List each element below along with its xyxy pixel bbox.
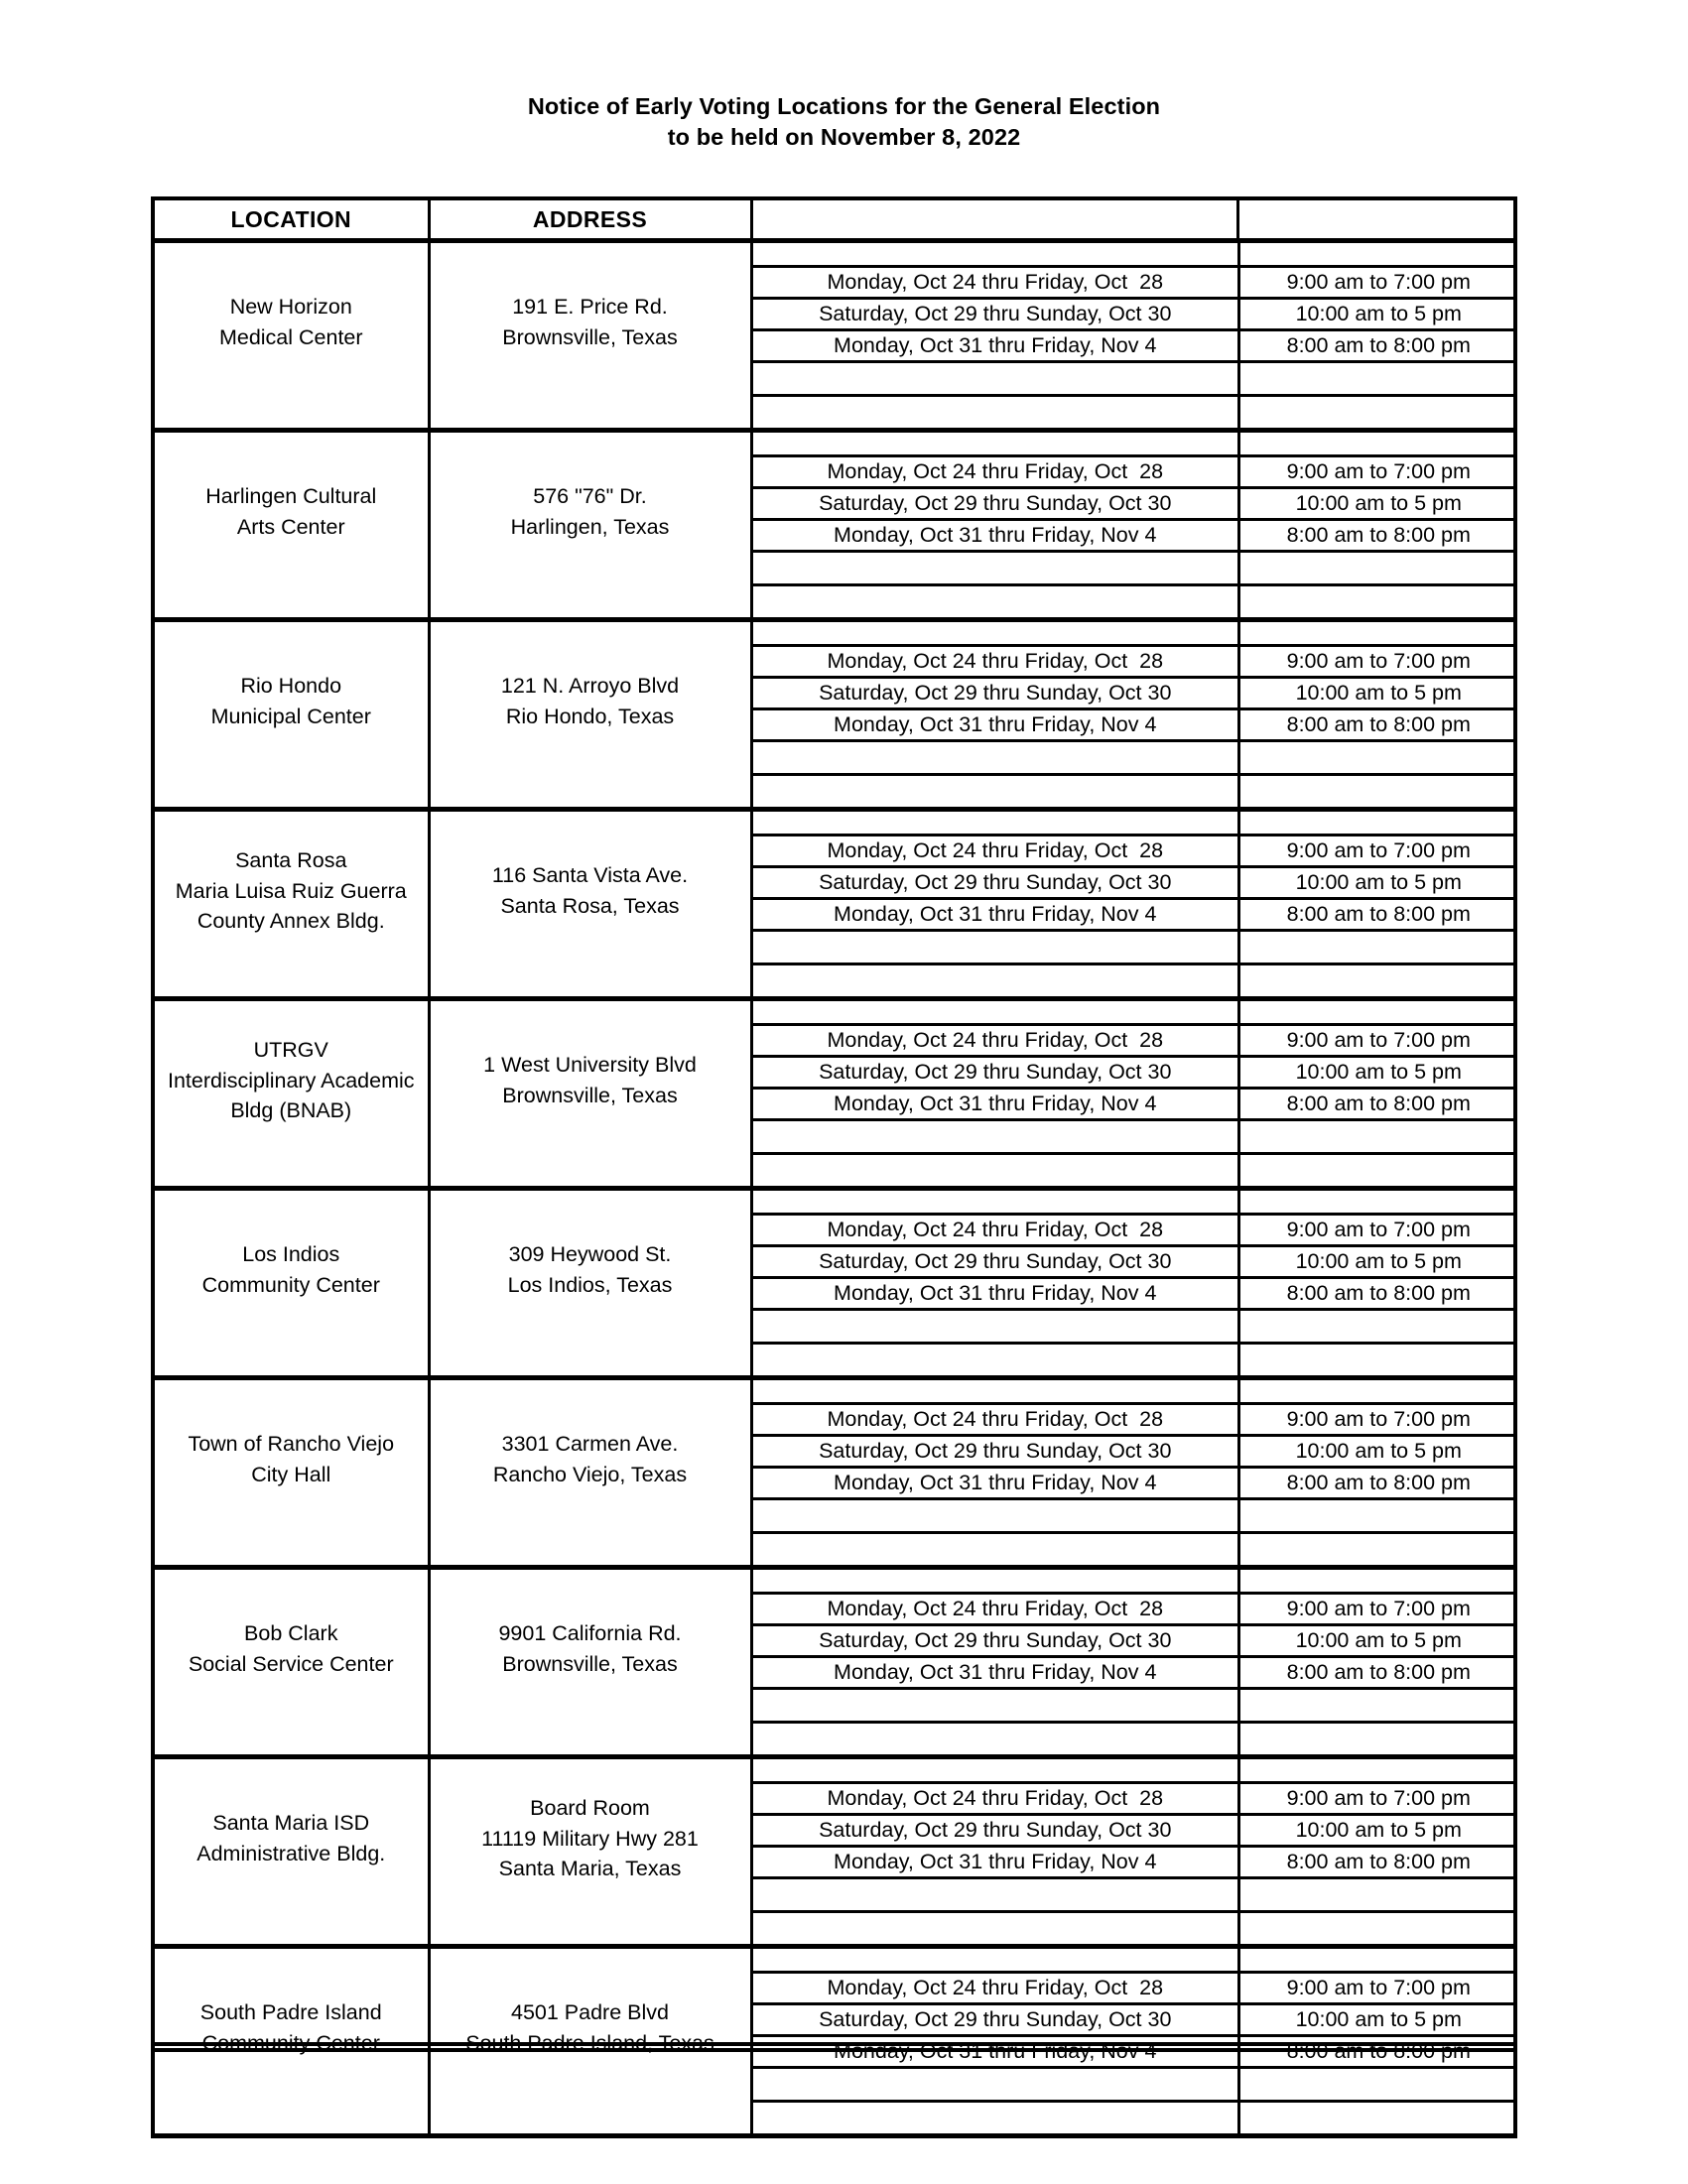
schedule-spacer-hours <box>1239 1499 1517 1533</box>
schedule-grid <box>753 1001 1517 1186</box>
schedule-days: Monday, Oct 24 thru Friday, Oct 28 <box>753 1594 1239 1625</box>
location-name-cell <box>153 1757 429 1947</box>
location-name-line: Los Indios <box>242 1242 340 1267</box>
schedule-row <box>753 1025 1517 1057</box>
table-bottom-rule <box>151 2042 1513 2052</box>
schedule-spacer-row <box>753 1878 1517 1912</box>
schedule-spacer-row <box>753 1344 1517 1376</box>
schedule-spacer-days <box>753 1570 1239 1594</box>
schedule-days: Monday, Oct 31 thru Friday, Nov 4 <box>753 2036 1239 2068</box>
schedule-hours: 8:00 am to 8:00 pm <box>1239 1278 1517 1310</box>
schedule-spacer-days <box>753 1759 1239 1783</box>
column-header-location: LOCATION <box>153 198 429 241</box>
schedule-spacer-days <box>753 1154 1239 1187</box>
schedule-spacer-row <box>753 1310 1517 1344</box>
schedule-spacer-hours <box>1239 1154 1517 1187</box>
schedule-spacer-days <box>753 1310 1239 1344</box>
location-name-line: New Horizon <box>229 295 352 320</box>
schedule-days: Saturday, Oct 29 thru Sunday, Oct 30 <box>753 867 1239 899</box>
table-row <box>153 999 1515 1189</box>
schedule-grid <box>753 433 1517 617</box>
schedule-hours: 8:00 am to 8:00 pm <box>1239 1657 1517 1689</box>
schedule-spacer-days <box>753 433 1239 456</box>
location-schedule-cell <box>751 1189 1515 1378</box>
location-name-line: City Hall <box>251 1463 331 1486</box>
schedule-spacer-hours <box>1239 1949 1517 1973</box>
column-header-address: ADDRESS <box>429 198 751 241</box>
schedule-hours: 8:00 am to 8:00 pm <box>1239 709 1517 741</box>
schedule-days: Monday, Oct 31 thru Friday, Nov 4 <box>753 899 1239 931</box>
schedule-spacer-row <box>753 396 1517 429</box>
schedule-spacer-days <box>753 964 1239 997</box>
schedule-spacer-row <box>753 1154 1517 1187</box>
schedule-spacer-hours <box>1239 1191 1517 1215</box>
location-address-line: Rio Hondo, Texas <box>505 705 675 728</box>
schedule-hours: 9:00 am to 7:00 pm <box>1239 1973 1517 2004</box>
table-header-row <box>153 198 1515 241</box>
schedule-hours: 9:00 am to 7:00 pm <box>1239 1025 1517 1057</box>
location-name-line: Maria Luisa Ruiz Guerra <box>175 878 407 903</box>
schedule-hours: 8:00 am to 8:00 pm <box>1239 330 1517 362</box>
schedule-spacer-hours <box>1239 1310 1517 1344</box>
location-address-cell <box>429 431 751 620</box>
location-name-line: Bldg (BNAB) <box>230 1098 352 1123</box>
location-address-line: Rancho Viejo, Texas <box>492 1463 688 1486</box>
location-address-line: 3301 Carmen Ave. <box>501 1432 679 1457</box>
schedule-hours: 10:00 am to 5 pm <box>1239 299 1517 330</box>
schedule-row <box>753 1783 1517 1815</box>
schedule-spacer-hours <box>1239 1759 1517 1783</box>
schedule-hours: 9:00 am to 7:00 pm <box>1239 835 1517 867</box>
schedule-days: Monday, Oct 24 thru Friday, Oct 28 <box>753 1025 1239 1057</box>
location-address-line: 121 N. Arroyo Blvd <box>500 674 680 699</box>
location-address-cell <box>429 1378 751 1568</box>
schedule-row <box>753 488 1517 520</box>
schedule-spacer-row <box>753 1759 1517 1783</box>
table-row <box>153 431 1515 620</box>
schedule-days: Monday, Oct 31 thru Friday, Nov 4 <box>753 330 1239 362</box>
schedule-hours: 9:00 am to 7:00 pm <box>1239 1783 1517 1815</box>
location-name-line: Arts Center <box>236 515 345 539</box>
schedule-row <box>753 1089 1517 1120</box>
schedule-spacer-row <box>753 1949 1517 1973</box>
schedule-spacer-hours <box>1239 1344 1517 1376</box>
schedule-spacer-hours <box>1239 243 1517 267</box>
schedule-hours: 10:00 am to 5 pm <box>1239 488 1517 520</box>
location-name-cell <box>153 241 429 431</box>
schedule-hours: 10:00 am to 5 pm <box>1239 1815 1517 1847</box>
location-schedule-cell <box>751 1757 1515 1947</box>
table-row <box>153 1189 1515 1378</box>
schedule-spacer-row <box>753 964 1517 997</box>
schedule-spacer-hours <box>1239 1533 1517 1566</box>
schedule-hours: 9:00 am to 7:00 pm <box>1239 646 1517 678</box>
location-address-line: 576 "76" Dr. <box>533 484 647 509</box>
schedule-spacer-days <box>753 362 1239 396</box>
schedule-spacer-hours <box>1239 1878 1517 1912</box>
schedule-row <box>753 1057 1517 1089</box>
location-schedule-cell <box>751 1378 1515 1568</box>
schedule-days: Saturday, Oct 29 thru Sunday, Oct 30 <box>753 1436 1239 1468</box>
location-address-line: South Padre Island, Texas <box>465 2031 714 2055</box>
schedule-row <box>753 1278 1517 1310</box>
schedule-spacer-hours <box>1239 2102 1517 2134</box>
schedule-row <box>753 899 1517 931</box>
schedule-spacer-hours <box>1239 775 1517 808</box>
schedule-spacer-days <box>753 1912 1239 1945</box>
schedule-spacer-days <box>753 1689 1239 1723</box>
schedule-row <box>753 1436 1517 1468</box>
location-name-line: Bob Clark <box>244 1621 338 1646</box>
schedule-grid <box>753 243 1517 428</box>
table-row <box>153 241 1515 431</box>
location-schedule-cell <box>751 620 1515 810</box>
location-name-cell <box>153 1947 429 2136</box>
schedule-spacer-hours <box>1239 964 1517 997</box>
schedule-spacer-hours <box>1239 1120 1517 1154</box>
title-line-2: to be held on November 8, 2022 <box>667 124 1021 151</box>
location-name-line: Community Center <box>201 1273 380 1297</box>
schedule-hours: 10:00 am to 5 pm <box>1239 1057 1517 1089</box>
schedule-row <box>753 867 1517 899</box>
schedule-spacer-days <box>753 931 1239 964</box>
schedule-spacer-days <box>753 1120 1239 1154</box>
location-address-cell <box>429 1568 751 1757</box>
schedule-spacer-days <box>753 552 1239 585</box>
location-name-cell <box>153 620 429 810</box>
schedule-row <box>753 520 1517 552</box>
schedule-days: Monday, Oct 31 thru Friday, Nov 4 <box>753 709 1239 741</box>
schedule-spacer-hours <box>1239 396 1517 429</box>
schedule-hours: 10:00 am to 5 pm <box>1239 678 1517 709</box>
schedule-spacer-row <box>753 1689 1517 1723</box>
location-name-line: Rio Hondo <box>240 674 342 699</box>
schedule-days: Saturday, Oct 29 thru Sunday, Oct 30 <box>753 1246 1239 1278</box>
schedule-hours: 9:00 am to 7:00 pm <box>1239 456 1517 488</box>
schedule-hours: 9:00 am to 7:00 pm <box>1239 267 1517 299</box>
schedule-spacer-row <box>753 1533 1517 1566</box>
schedule-spacer-days <box>753 1949 1239 1973</box>
schedule-spacer-days <box>753 2068 1239 2102</box>
schedule-days: Saturday, Oct 29 thru Sunday, Oct 30 <box>753 2004 1239 2036</box>
schedule-days: Monday, Oct 31 thru Friday, Nov 4 <box>753 1278 1239 1310</box>
location-name-line: Town of Rancho Viejo <box>188 1432 395 1457</box>
location-address-line: 309 Heywood St. <box>508 1242 672 1267</box>
schedule-grid <box>753 622 1517 807</box>
schedule-days: Monday, Oct 31 thru Friday, Nov 4 <box>753 1657 1239 1689</box>
schedule-spacer-row <box>753 2068 1517 2102</box>
schedule-spacer-days <box>753 243 1239 267</box>
schedule-spacer-days <box>753 585 1239 618</box>
schedule-row <box>753 709 1517 741</box>
location-address-cell <box>429 1189 751 1378</box>
schedule-spacer-row <box>753 775 1517 808</box>
schedule-days: Monday, Oct 24 thru Friday, Oct 28 <box>753 835 1239 867</box>
table-row <box>153 1568 1515 1757</box>
schedule-spacer-hours <box>1239 1689 1517 1723</box>
schedule-spacer-days <box>753 1723 1239 1755</box>
location-address-line: Board Room <box>530 1796 650 1821</box>
location-name-line: Santa Maria ISD <box>212 1811 370 1836</box>
schedule-spacer-row <box>753 1723 1517 1755</box>
schedule-hours: 8:00 am to 8:00 pm <box>1239 1468 1517 1499</box>
schedule-row <box>753 1815 1517 1847</box>
schedule-spacer-row <box>753 243 1517 267</box>
location-schedule-cell <box>751 999 1515 1189</box>
location-name-line: Social Service Center <box>188 1652 394 1676</box>
schedule-spacer-hours <box>1239 362 1517 396</box>
title-line-1: Notice of Early Voting Locations for the General Election <box>527 93 1161 119</box>
schedule-spacer-hours <box>1239 812 1517 835</box>
location-name-line: Interdisciplinary Academic <box>167 1068 415 1092</box>
location-name-cell <box>153 810 429 999</box>
location-address-line: Harlingen, Texas <box>510 515 670 539</box>
table-row <box>153 1947 1515 2136</box>
location-schedule-cell <box>751 241 1515 431</box>
location-address-line: 4501 Padre Blvd <box>511 2000 669 2025</box>
schedule-spacer-days <box>753 1001 1239 1025</box>
location-address-line: 11119 Military Hwy 281 <box>481 1826 699 1851</box>
schedule-row <box>753 835 1517 867</box>
schedule-spacer-hours <box>1239 1001 1517 1025</box>
location-name-line: Santa Rosa <box>235 848 347 873</box>
table-row <box>153 810 1515 999</box>
schedule-spacer-days <box>753 1533 1239 1566</box>
schedule-row <box>753 1847 1517 1878</box>
schedule-hours: 10:00 am to 5 pm <box>1239 867 1517 899</box>
schedule-hours: 10:00 am to 5 pm <box>1239 1246 1517 1278</box>
schedule-spacer-days <box>753 1344 1239 1376</box>
schedule-row <box>753 267 1517 299</box>
schedule-spacer-row <box>753 1912 1517 1945</box>
schedule-spacer-days <box>753 1191 1239 1215</box>
location-name-line: South Padre Island <box>199 2000 382 2025</box>
location-name-cell <box>153 1568 429 1757</box>
schedule-row <box>753 1594 1517 1625</box>
table-row <box>153 1757 1515 1947</box>
table-row <box>153 1378 1515 1568</box>
location-schedule-cell <box>751 431 1515 620</box>
location-schedule-cell <box>751 810 1515 999</box>
schedule-hours: 8:00 am to 8:00 pm <box>1239 1089 1517 1120</box>
location-name-cell <box>153 431 429 620</box>
schedule-hours: 10:00 am to 5 pm <box>1239 1625 1517 1657</box>
schedule-spacer-row <box>753 931 1517 964</box>
table-body <box>153 241 1515 2136</box>
location-address-line: Brownsville, Texas <box>502 1652 678 1676</box>
location-schedule-cell <box>751 1947 1515 2136</box>
schedule-spacer-row <box>753 1120 1517 1154</box>
schedule-spacer-row <box>753 1380 1517 1404</box>
schedule-days: Monday, Oct 24 thru Friday, Oct 28 <box>753 456 1239 488</box>
early-voting-locations-table <box>151 196 1517 2138</box>
schedule-spacer-hours <box>1239 585 1517 618</box>
schedule-days: Monday, Oct 24 thru Friday, Oct 28 <box>753 1973 1239 2004</box>
schedule-hours: 9:00 am to 7:00 pm <box>1239 1404 1517 1436</box>
schedule-days: Saturday, Oct 29 thru Sunday, Oct 30 <box>753 299 1239 330</box>
location-address-line: Santa Maria, Texas <box>498 1857 682 1881</box>
schedule-spacer-hours <box>1239 1723 1517 1755</box>
schedule-spacer-hours <box>1239 1380 1517 1404</box>
schedule-days: Saturday, Oct 29 thru Sunday, Oct 30 <box>753 678 1239 709</box>
location-address-cell <box>429 999 751 1189</box>
schedule-spacer-row <box>753 2102 1517 2134</box>
schedule-days: Monday, Oct 31 thru Friday, Nov 4 <box>753 1089 1239 1120</box>
schedule-spacer-hours <box>1239 622 1517 646</box>
schedule-spacer-days <box>753 812 1239 835</box>
schedule-spacer-row <box>753 1570 1517 1594</box>
location-name-line: Harlingen Cultural <box>205 484 377 509</box>
schedule-spacer-row <box>753 552 1517 585</box>
location-address-cell <box>429 1757 751 1947</box>
schedule-spacer-hours <box>1239 2068 1517 2102</box>
schedule-grid <box>753 812 1517 996</box>
schedule-days: Saturday, Oct 29 thru Sunday, Oct 30 <box>753 1815 1239 1847</box>
schedule-spacer-row <box>753 1499 1517 1533</box>
schedule-spacer-days <box>753 1878 1239 1912</box>
location-address-cell <box>429 810 751 999</box>
schedule-row <box>753 1468 1517 1499</box>
schedule-days: Saturday, Oct 29 thru Sunday, Oct 30 <box>753 1057 1239 1089</box>
location-address-cell <box>429 1947 751 2136</box>
schedule-spacer-row <box>753 585 1517 618</box>
location-address-line: 9901 California Rd. <box>498 1621 682 1646</box>
schedule-spacer-row <box>753 433 1517 456</box>
location-name-line: Community Center <box>201 2031 380 2055</box>
location-address-line: Los Indios, Texas <box>507 1273 673 1297</box>
location-address-cell <box>429 620 751 810</box>
schedule-spacer-row <box>753 362 1517 396</box>
location-name-cell <box>153 1378 429 1568</box>
schedule-spacer-hours <box>1239 1570 1517 1594</box>
schedule-row <box>753 2004 1517 2036</box>
schedule-spacer-days <box>753 622 1239 646</box>
schedule-hours: 10:00 am to 5 pm <box>1239 1436 1517 1468</box>
schedule-days: Monday, Oct 24 thru Friday, Oct 28 <box>753 267 1239 299</box>
schedule-spacer-row <box>753 812 1517 835</box>
location-name-line: Municipal Center <box>210 705 371 728</box>
location-name-cell <box>153 999 429 1189</box>
location-name-line: Medical Center <box>218 325 363 349</box>
schedule-hours: 9:00 am to 7:00 pm <box>1239 1215 1517 1246</box>
schedule-hours: 8:00 am to 8:00 pm <box>1239 520 1517 552</box>
schedule-spacer-hours <box>1239 741 1517 775</box>
schedule-hours: 10:00 am to 5 pm <box>1239 2004 1517 2036</box>
schedule-hours: 9:00 am to 7:00 pm <box>1239 1594 1517 1625</box>
location-address-line: Brownsville, Texas <box>502 1084 678 1107</box>
location-name-line: UTRGV <box>253 1038 328 1063</box>
location-name-cell <box>153 1189 429 1378</box>
schedule-days: Monday, Oct 24 thru Friday, Oct 28 <box>753 1215 1239 1246</box>
schedule-grid <box>753 1570 1517 1754</box>
schedule-spacer-hours <box>1239 1912 1517 1945</box>
schedule-spacer-days <box>753 1380 1239 1404</box>
schedule-days: Monday, Oct 24 thru Friday, Oct 28 <box>753 1783 1239 1815</box>
schedule-hours: 8:00 am to 8:00 pm <box>1239 1847 1517 1878</box>
schedule-spacer-hours <box>1239 552 1517 585</box>
column-header-hours <box>1237 198 1515 241</box>
schedule-spacer-days <box>753 396 1239 429</box>
location-address-line: 1 West University Blvd <box>483 1053 697 1078</box>
schedule-spacer-days <box>753 775 1239 808</box>
schedule-row <box>753 330 1517 362</box>
schedule-days: Monday, Oct 24 thru Friday, Oct 28 <box>753 1404 1239 1436</box>
schedule-grid <box>753 1380 1517 1565</box>
schedule-spacer-row <box>753 741 1517 775</box>
location-name-line: County Annex Bldg. <box>196 909 385 934</box>
location-address-line: 116 Santa Vista Ave. <box>491 863 689 888</box>
schedule-days: Monday, Oct 24 thru Friday, Oct 28 <box>753 646 1239 678</box>
column-header-days <box>751 198 1237 241</box>
location-address-line: Santa Rosa, Texas <box>500 894 680 918</box>
schedule-hours: 8:00 am to 8:00 pm <box>1239 899 1517 931</box>
schedule-days: Monday, Oct 31 thru Friday, Nov 4 <box>753 1847 1239 1878</box>
schedule-days: Monday, Oct 31 thru Friday, Nov 4 <box>753 1468 1239 1499</box>
schedule-row <box>753 1246 1517 1278</box>
schedule-row <box>753 1973 1517 2004</box>
schedule-row <box>753 1215 1517 1246</box>
schedule-grid <box>753 1949 1517 2133</box>
schedule-days: Saturday, Oct 29 thru Sunday, Oct 30 <box>753 1625 1239 1657</box>
schedule-spacer-row <box>753 1191 1517 1215</box>
schedule-spacer-row <box>753 1001 1517 1025</box>
table-row <box>153 620 1515 810</box>
location-address-line: Brownsville, Texas <box>502 325 678 349</box>
schedule-row <box>753 678 1517 709</box>
schedule-hours: 8:00 am to 8:00 pm <box>1239 2036 1517 2068</box>
schedule-spacer-days <box>753 1499 1239 1533</box>
schedule-grid <box>753 1759 1517 1944</box>
schedule-days: Saturday, Oct 29 thru Sunday, Oct 30 <box>753 488 1239 520</box>
schedule-spacer-hours <box>1239 931 1517 964</box>
table-header <box>153 198 1515 241</box>
schedule-row <box>753 299 1517 330</box>
schedule-days: Monday, Oct 31 thru Friday, Nov 4 <box>753 520 1239 552</box>
location-address-line: 191 E. Price Rd. <box>512 295 668 320</box>
page-title <box>0 91 1688 153</box>
schedule-grid <box>753 1191 1517 1375</box>
schedule-row <box>753 646 1517 678</box>
schedule-row <box>753 1625 1517 1657</box>
location-schedule-cell <box>751 1568 1515 1757</box>
location-name-line: Administrative Bldg. <box>196 1842 386 1865</box>
schedule-spacer-days <box>753 741 1239 775</box>
schedule-row <box>753 1404 1517 1436</box>
schedule-spacer-row <box>753 622 1517 646</box>
schedule-spacer-hours <box>1239 433 1517 456</box>
schedule-row <box>753 456 1517 488</box>
location-address-cell <box>429 241 751 431</box>
schedule-spacer-days <box>753 2102 1239 2134</box>
schedule-row <box>753 1657 1517 1689</box>
